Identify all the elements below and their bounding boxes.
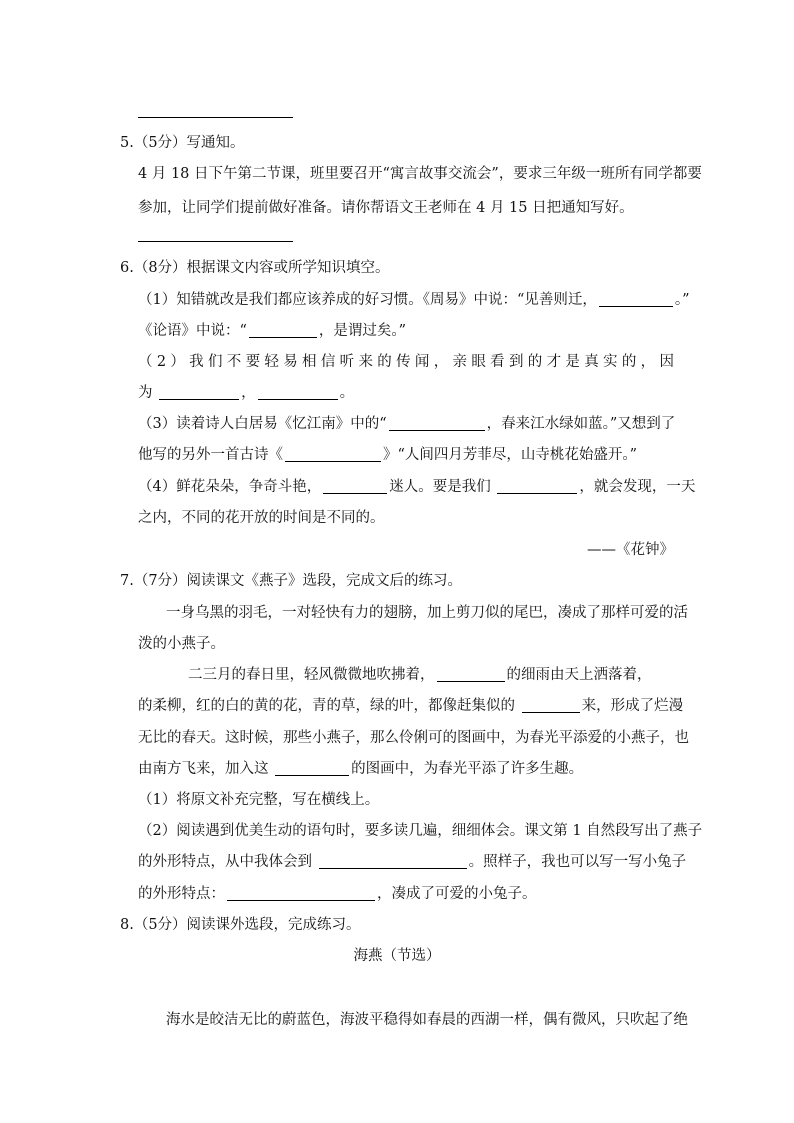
fill-blank[interactable]: [389, 415, 485, 431]
fill-blank[interactable]: [522, 697, 580, 713]
question-7-sub-2: [138, 852, 686, 872]
question-text: 为: [138, 385, 153, 401]
question-6-part-4: 之内，不同的花开放的时间是不同的。: [138, 510, 385, 526]
passage-text: 无比的春天。这时候，那些小燕子，那么伶俐可的图画中，为春光平添爱的小燕子，也: [138, 730, 689, 746]
question-text: 的细雨由天上洒落着，: [506, 667, 652, 683]
passage-text: [138, 696, 683, 716]
question-text: ，就会发现，一天: [579, 479, 696, 495]
question-text: 的外形特点：: [138, 886, 225, 902]
question-text: ，凑成了可爱的小兔子。: [377, 886, 537, 902]
question-6-part-4: [138, 477, 695, 497]
question-5-text: 参加，让同学们提前做好准备。请你帮语文王老师在 4 月 15 日把通知写好。: [138, 200, 634, 216]
question-text: 由南方飞来，加入这: [138, 761, 269, 777]
question-text: 。”: [674, 292, 690, 308]
fill-blank[interactable]: [437, 666, 505, 682]
question-7-sub-2: （2）阅读遇到优美生动的语句时，要多读几遍，细细体会。课文第 1 自然段写出了燕子: [138, 823, 703, 839]
question-6-part-1: [138, 290, 690, 310]
fill-blank[interactable]: [227, 885, 375, 901]
passage-text: 一身乌黑的羽毛，一对轻快有力的翅膀，加上剪刀似的尾巴，凑成了那样可爱的活: [166, 605, 688, 621]
passage-text: [188, 665, 652, 685]
fill-blank[interactable]: [599, 291, 673, 307]
question-text: 。照样子，我也可以写一写小兔子: [468, 854, 687, 870]
source-citation: ——《花钟》: [587, 542, 674, 558]
question-text: 》“人间四月芳菲尽，山寺桃花始盛开。”: [383, 447, 638, 463]
question-5-header: 5.（5分）写通知。: [120, 135, 245, 151]
question-text: （3）读着诗人白居易《忆江南》中的“: [138, 416, 387, 432]
question-6-part-3: [138, 445, 637, 465]
question-6-part-2: （2）我们不要轻易相信听来的传闻，亲眼看到的才是真实的，因: [138, 354, 674, 370]
passage-text: 海水是皎洁无比的蔚蓝色，海波平稳得如春晨的西湖一样，偶有微风，只吹起了绝: [166, 1012, 688, 1028]
question-8-header: 8.（5分）阅读课外选段，完成练习。: [120, 917, 361, 933]
question-7-sub-1: （1）将原文补充完整，写在横线上。: [138, 792, 380, 808]
question-text: 的外形特点，从中我体会到: [138, 854, 312, 870]
question-6-header: 6.（8分）根据课文内容或所学知识填空。: [120, 260, 390, 276]
question-text: 的柔柳，红的白的黄的花，青的草，绿的叶，都像赶集似的: [138, 698, 515, 714]
question-text: 的图画中，为春光平添了许多生趣。: [351, 761, 584, 777]
question-text: ，春来江水绿如蓝。”又想到了: [486, 416, 676, 432]
question-6-part-1: [138, 321, 406, 341]
question-6-part-2: [138, 383, 354, 403]
question-7-header: 7.（7分）阅读课文《燕子》选段，完成文后的练习。: [120, 573, 463, 589]
fill-blank[interactable]: [319, 853, 467, 869]
question-text: ，: [241, 385, 256, 401]
question-text: 《论语》中说：“: [138, 323, 247, 339]
fill-blank[interactable]: [497, 478, 577, 494]
question-text: 来，形成了烂漫: [581, 698, 684, 714]
fill-blank[interactable]: [258, 384, 338, 400]
question-text: 迷人。要是我们: [389, 479, 491, 495]
question-5-text: 4 月 18 日下午第二节课，班里要召开“寓言故事交流会”，要求三年级一班所有同学都要: [138, 166, 702, 182]
question-text: （4）鲜花朵朵，争奇斗艳，: [138, 479, 322, 495]
question-text: 。: [339, 385, 355, 401]
question-text: 他写的另外一首古诗《: [138, 447, 283, 463]
fill-blank[interactable]: [159, 384, 239, 400]
fill-blank[interactable]: [323, 478, 387, 494]
question-6-part-3: [138, 414, 675, 434]
answer-line[interactable]: [138, 241, 293, 242]
fill-blank[interactable]: [249, 322, 317, 338]
question-7-sub-2: [138, 884, 537, 904]
passage-text: [138, 759, 583, 779]
question-text: 二三月的春日里，轻风微微地吹拂着，: [188, 667, 435, 683]
fill-blank[interactable]: [285, 446, 381, 462]
question-text: （1）知错就改是我们都应该养成的好习惯。《周易》中说：“见善则迁，: [138, 292, 597, 308]
passage-title: 海燕（节选）: [353, 948, 441, 964]
question-text: ，是谓过矣。”: [318, 323, 407, 339]
fill-blank[interactable]: [275, 760, 349, 776]
passage-text: 泼的小燕子。: [138, 636, 225, 652]
answer-line: [138, 117, 293, 118]
